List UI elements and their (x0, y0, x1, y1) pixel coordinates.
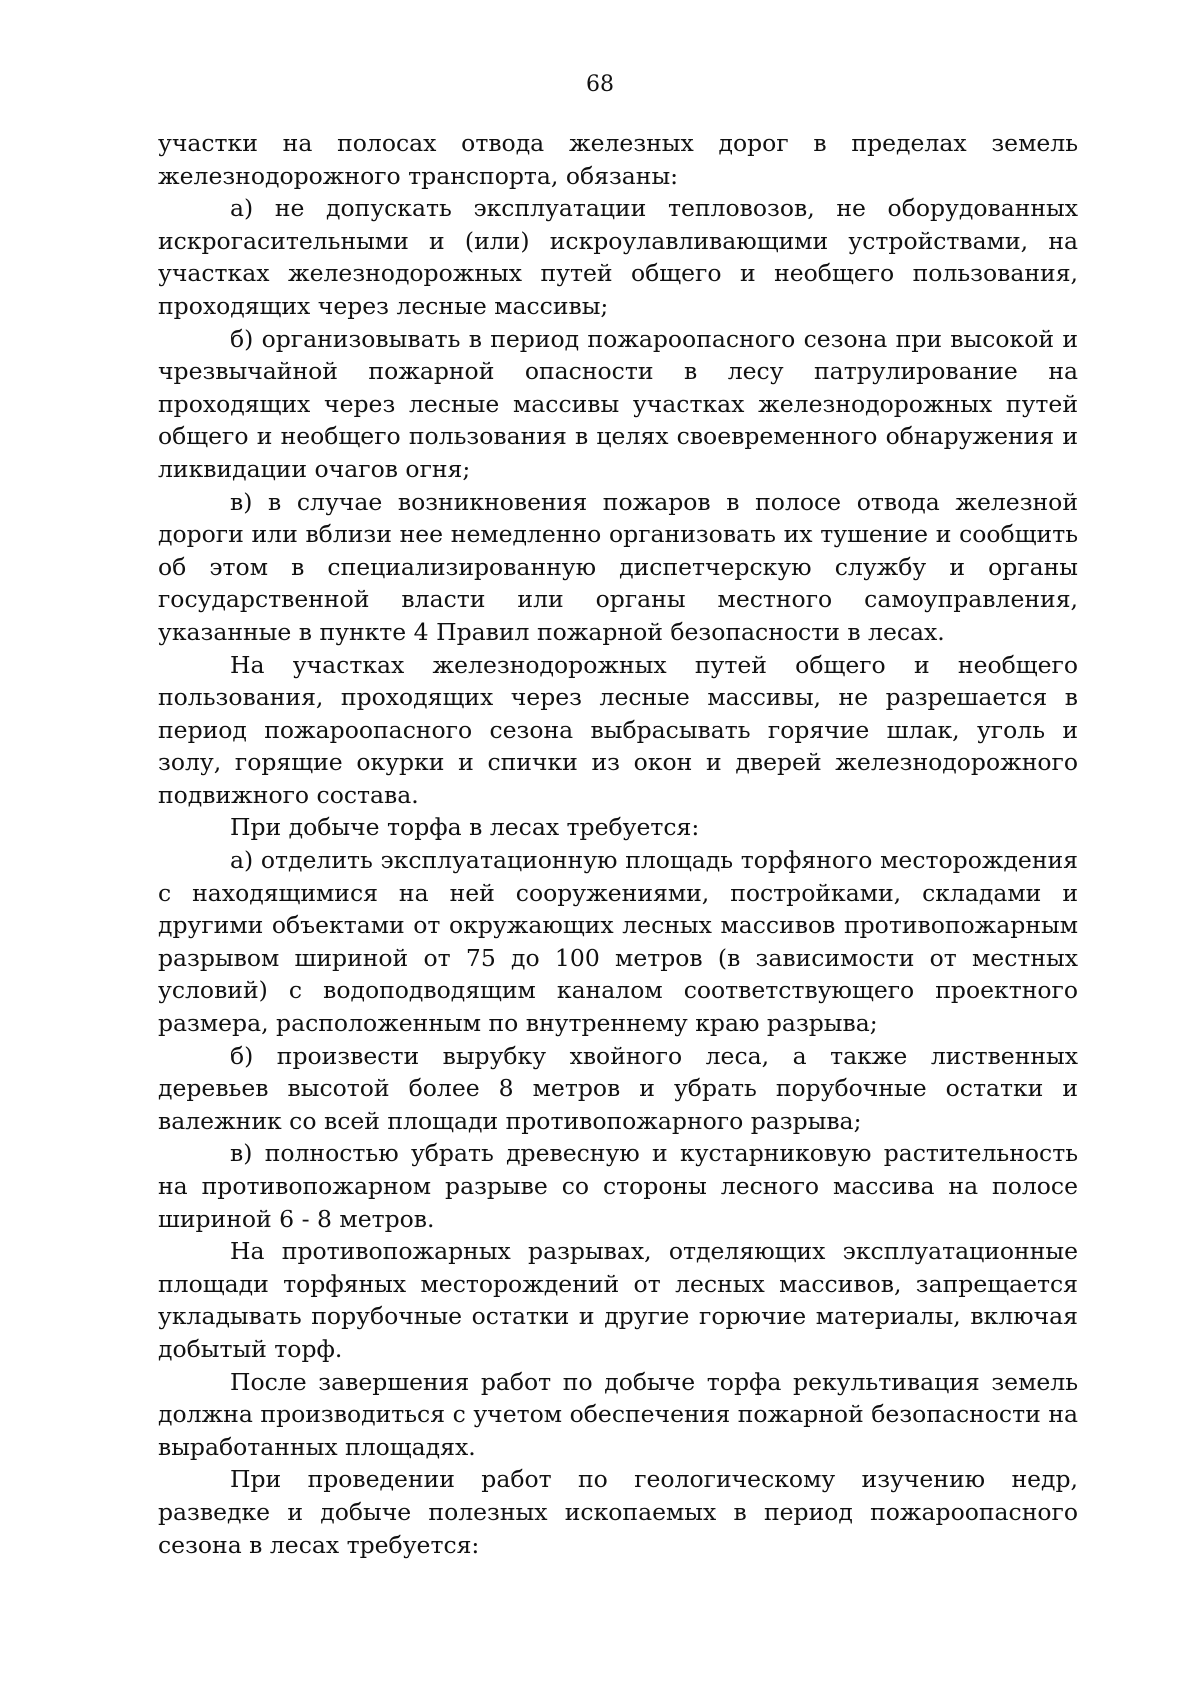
page-number: 68 (586, 72, 614, 97)
paragraph: После завершения работ по добыче торфа рекультивация земель должна производиться с учетом обеспечения пожарной безопасности на выработанных площадях. (158, 1367, 1078, 1461)
paragraph: б) произвести вырубку хвойного леса, а также лиственных деревьев высотой более 8 метров и убрать порубочные остатки и валежник со всей площади противопожарного разрыва; (158, 1041, 1078, 1135)
paragraph: б) организовывать в период пожароопасного сезона при высокой и чрезвычайной пожарной опасности в лесу патрулирование на проходящих через лесные массивы участках железнодорожных путей общего и необщего пользования в целях своевременного обнаружения и ликвидации очагов огня; (158, 324, 1078, 483)
paragraph: При проведении работ по геологическому изучению недр, разведке и добыче полезных ископаемых в период пожароопасного сезона в лесах требуется: (158, 1465, 1078, 1559)
document-body (158, 127, 1078, 1561)
paragraph: На участках железнодорожных путей общего и необщего пользования, проходящих через лесные массивы, не разрешается в период пожароопасного сезона выбрасывать горячие шлак, уголь и золу, горящие окурки и спички из окон и дверей железнодорожного подвижного состава. (158, 650, 1078, 809)
paragraph: При добыче торфа в лесах требуется: (230, 813, 700, 842)
paragraph: в) полностью убрать древесную и кустарниковую растительность на противопожарном разрыве со стороны лесного массива на полосе шириной 6 - 8 метров. (158, 1139, 1078, 1233)
paragraph: в) в случае возникновения пожаров в полосе отвода железной дороги или вблизи нее немедленно организовать их тушение и сообщить об этом в специализированную диспетчерскую службу и органы государственной власти или органы местного самоуправления, указанные в пункте 4 Правил пожарной безопасности в лесах. (158, 487, 1078, 646)
paragraph: участки на полосах отвода железных дорог в пределах земель железнодорожного транспорта, обязаны: (158, 129, 1078, 190)
paragraph: На противопожарных разрывах, отделяющих эксплуатационные площади торфяных месторождений от лесных массивов, запрещается укладывать порубочные остатки и другие горючие материалы, включая добытый торф. (158, 1237, 1078, 1363)
paragraph: а) не допускать эксплуатации тепловозов, не оборудованных искрогасительными и (или) искроулавливающими устройствами, на участках железнодорожных путей общего и необщего пользования, проходящих через лесные массивы; (158, 194, 1078, 320)
paragraph: а) отделить эксплуатационную площадь торфяного месторождения с находящимися на ней сооружениями, постройками, складами и другими объектами от окружающих лесных массивов противопожарным разрывом шириной от 75 до 100 метров (в зависимости от местных условий) с водоподводящим каналом соответствующего проектного размера, расположенным по внутреннему краю разрыва; (158, 846, 1078, 1038)
